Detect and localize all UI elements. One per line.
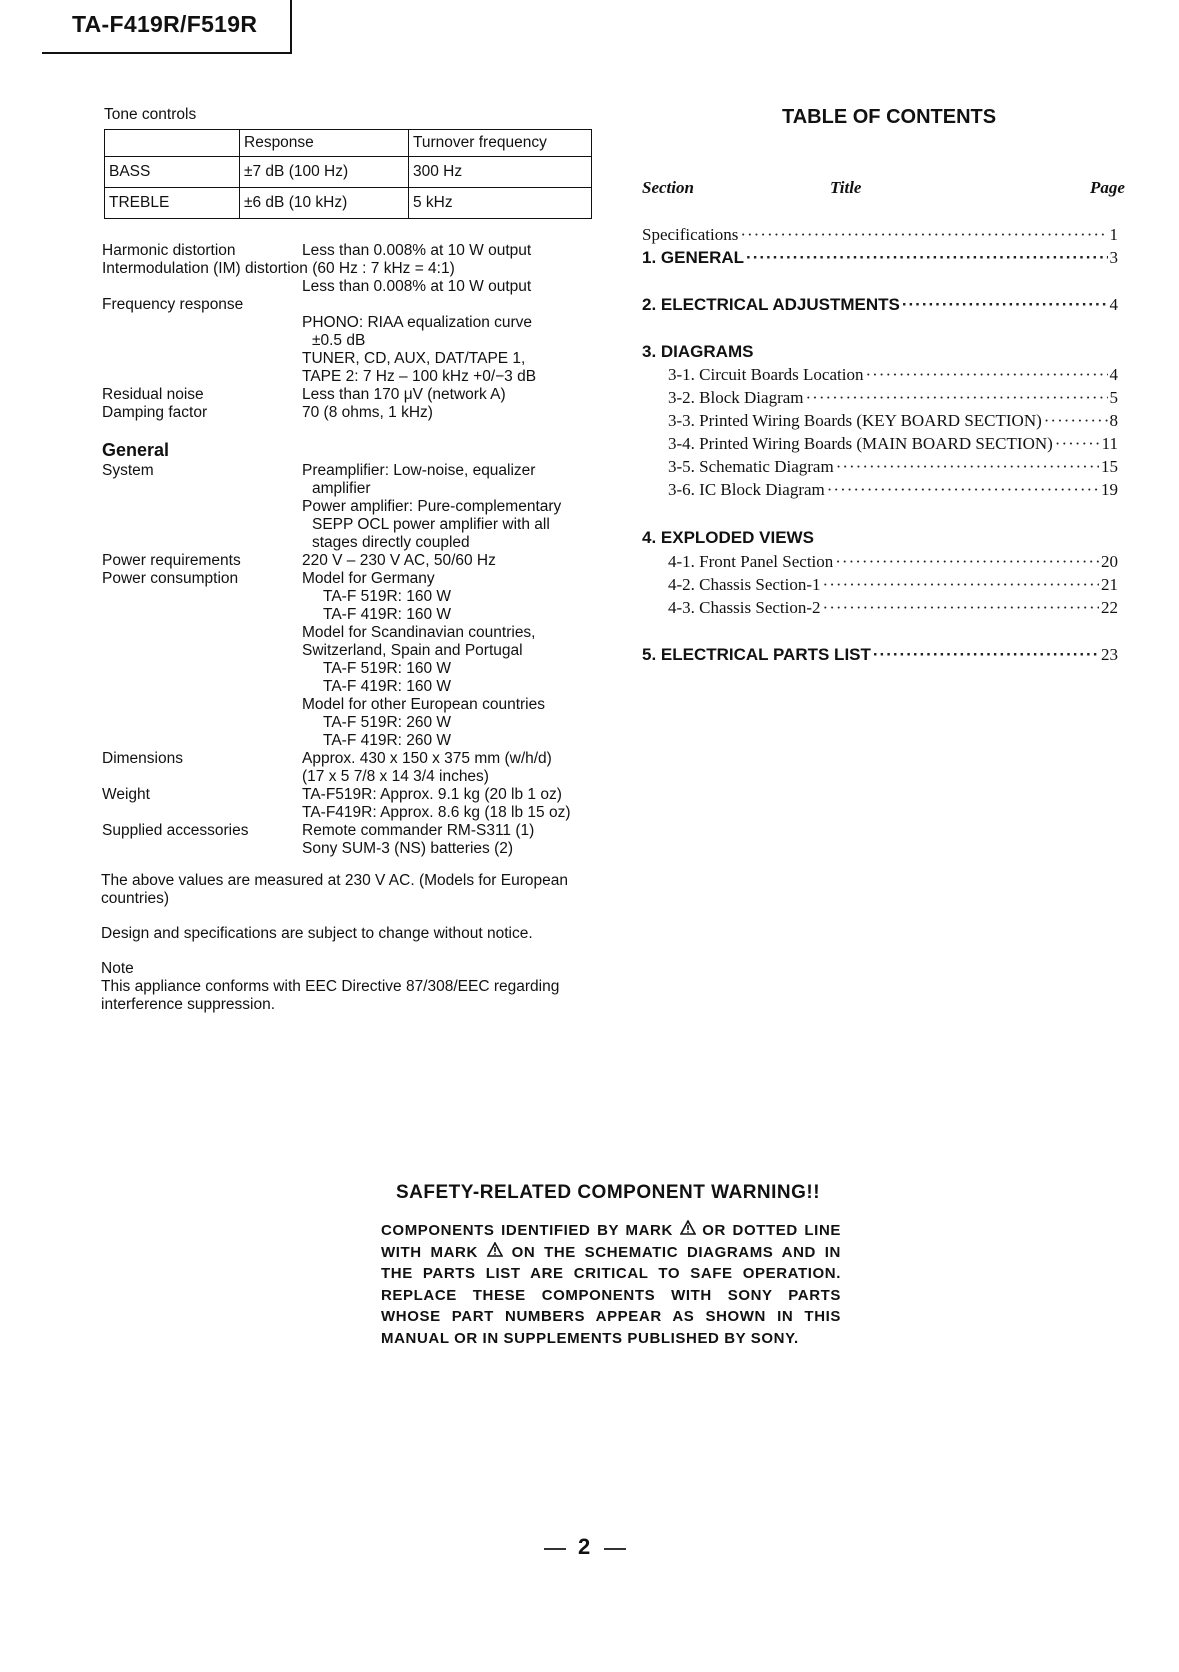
safety-warning-body — [381, 1220, 841, 1349]
power-cons-label: Power consumption — [102, 570, 239, 587]
toc-leader — [827, 480, 1099, 500]
toc-leader — [836, 457, 1099, 477]
system-line: amplifier — [312, 480, 371, 497]
toc-entry-title: 3-1. Circuit Boards Location — [668, 365, 864, 384]
table-cell: BASS — [105, 157, 240, 188]
toc-entry-title: 2. ELECTRICAL ADJUSTMENTS — [642, 295, 900, 314]
toc-entry-parts-list[interactable] — [642, 645, 1118, 665]
toc-leader — [806, 388, 1108, 408]
toc-entry-exploded[interactable] — [668, 598, 1118, 618]
toc-section-header: Section — [642, 178, 694, 197]
general-heading: General — [102, 440, 170, 460]
power-cons-line: Model for Germany — [302, 570, 435, 587]
toc-entry-diagram[interactable] — [668, 411, 1118, 431]
power-cons-line: TA-F 519R: 160 W — [323, 660, 452, 677]
toc-title-header: Title — [830, 178, 862, 197]
toc-entry-title: Specifications — [642, 225, 739, 244]
freq-line: PHONO: RIAA equalization curve — [302, 314, 533, 331]
toc-entry-title: 3-4. Printed Wiring Boards (MAIN BOARD SECTION) — [668, 434, 1053, 453]
system-label: System — [102, 462, 154, 479]
toc-entry-page: 22 — [1101, 598, 1118, 617]
toc-entry-title: 1. GENERAL — [642, 248, 745, 267]
table-header-cell: Response — [240, 130, 409, 157]
residual-value: Less than 170 μV (network A) — [302, 386, 506, 403]
toc-leader — [746, 248, 1107, 268]
toc-entry-diagram[interactable] — [668, 457, 1118, 477]
toc-entry-specifications[interactable] — [642, 225, 1118, 245]
system-line: SEPP OCL power amplifier with all — [312, 516, 550, 533]
system-line: Preamplifier: Low-noise, equalizer — [302, 462, 536, 479]
weight-line: TA-F419R: Approx. 8.6 kg (18 lb 15 oz) — [302, 804, 571, 821]
page-number: 2 — [578, 1534, 591, 1559]
warning-triangle-icon — [487, 1242, 503, 1264]
table-row — [105, 157, 592, 188]
power-cons-line: TA-F 519R: 260 W — [323, 714, 452, 731]
toc-entry-title: 4-3. Chassis Section-2 — [668, 598, 821, 617]
dimensions-line: (17 x 5 7/8 x 14 3/4 inches) — [302, 768, 489, 785]
safety-warning-title: SAFETY-RELATED COMPONENT WARNING!! — [396, 1182, 821, 1203]
im-label: Intermodulation (IM) distortion (60 Hz : 7 kHz = 4:1) — [102, 260, 455, 277]
toc-exploded-heading: 4. EXPLODED VIEWS — [642, 528, 814, 547]
power-req-value: 220 V – 230 V AC, 50/60 Hz — [302, 552, 496, 569]
design-note: Design and specifications are subject to change without notice. — [101, 925, 533, 942]
table-cell: ±7 dB (100 Hz) — [240, 157, 409, 188]
toc-entry-page: 8 — [1109, 411, 1118, 430]
toc-entry-page: 4 — [1109, 295, 1118, 314]
page-number-dash — [544, 1548, 566, 1550]
toc-leader — [835, 552, 1099, 572]
freq-line: TUNER, CD, AUX, DAT/TAPE 1, — [302, 350, 526, 367]
im-value: Less than 0.008% at 10 W output — [302, 278, 532, 295]
toc-entry-exploded[interactable] — [668, 552, 1118, 572]
freq-line: TAPE 2: 7 Hz – 100 kHz +0/−3 dB — [302, 368, 537, 385]
toc-entry-page: 3 — [1109, 248, 1118, 267]
power-cons-line: Switzerland, Spain and Portugal — [302, 642, 523, 659]
weight-line: TA-F519R: Approx. 9.1 kg (20 lb 1 oz) — [302, 786, 562, 803]
tone-controls-table — [104, 129, 592, 219]
system-line: Power amplifier: Pure-complementary — [302, 498, 562, 515]
toc-entry-diagram[interactable] — [668, 480, 1118, 500]
table-cell: TREBLE — [105, 188, 240, 219]
toc-leader — [873, 645, 1099, 665]
toc-entry-diagram[interactable] — [668, 388, 1118, 408]
toc-entry-page: 4 — [1109, 365, 1118, 384]
accessories-line: Remote commander RM-S311 (1) — [302, 822, 535, 839]
power-cons-line: TA-F 419R: 160 W — [323, 606, 452, 623]
warning-triangle-icon — [680, 1220, 696, 1242]
accessories-line: Sony SUM-3 (NS) batteries (2) — [302, 840, 514, 857]
toc-leader — [902, 295, 1108, 315]
table-cell: ±6 dB (10 kHz) — [240, 188, 409, 219]
toc-entry-page: 5 — [1109, 388, 1118, 407]
toc-entry-page: 15 — [1101, 457, 1118, 476]
table-cell: 5 kHz — [409, 188, 592, 219]
toc-entry-page: 19 — [1101, 480, 1118, 499]
warning-text: OR DOTTED LINE WITH MARK — [381, 1222, 841, 1261]
toc-entry-page: 21 — [1101, 575, 1118, 594]
toc-entry-page: 11 — [1101, 434, 1118, 453]
warning-text: COMPONENTS IDENTIFIED BY MARK — [381, 1222, 673, 1239]
power-cons-line: Model for other European countries — [302, 696, 545, 713]
toc-entry-title: 4-1. Front Panel Section — [668, 552, 834, 571]
system-line: stages directly coupled — [312, 534, 470, 551]
warning-text: ON THE SCHEMATIC DIAGRAMS AND IN THE PARTS LIST ARE CRITICAL TO SAFE OPERATION. REPLACE THESE COMPONENTS WITH SONY PARTS WHOSE PART NUMBERS APPEAR AS SHOWN IN THIS MANUAL OR IN SUPPLEMENTS PUBLISHED BY SONY. — [381, 1243, 841, 1347]
table-row — [105, 188, 592, 219]
toc-entry-exploded[interactable] — [668, 575, 1118, 595]
toc-entry-diagram[interactable] — [668, 365, 1118, 385]
table-header-cell: Turnover frequency — [409, 130, 592, 157]
harmonic-value: Less than 0.008% at 10 W output — [302, 242, 532, 259]
harmonic-label: Harmonic distortion — [102, 242, 236, 259]
accessories-label: Supplied accessories — [102, 822, 249, 839]
toc-entry-title: 4-2. Chassis Section-1 — [668, 575, 821, 594]
power-cons-line: TA-F 419R: 160 W — [323, 678, 452, 695]
dimensions-label: Dimensions — [102, 750, 183, 767]
toc-leader — [1055, 434, 1100, 454]
power-cons-line: Model for Scandinavian countries, — [302, 624, 536, 641]
page-number-dash — [604, 1548, 626, 1550]
power-cons-line: TA-F 419R: 260 W — [323, 732, 452, 749]
toc-leader — [740, 225, 1107, 245]
residual-label: Residual noise — [102, 386, 204, 403]
toc-entry-title: 5. ELECTRICAL PARTS LIST — [642, 645, 871, 664]
freq-label: Frequency response — [102, 296, 244, 313]
toc-leader — [1044, 411, 1108, 431]
measured-note: The above values are measured at 230 V AC. (Models for European countries) — [101, 872, 568, 907]
toc-entry-title: 3-5. Schematic Diagram — [668, 457, 834, 476]
damping-value: 70 (8 ohms, 1 kHz) — [302, 404, 433, 421]
toc-entry-title: 3-6. IC Block Diagram — [668, 480, 825, 499]
toc-page-header: Page — [1090, 178, 1125, 197]
toc-leader — [865, 365, 1107, 385]
note-label: Note — [101, 960, 134, 977]
toc-entry-diagram[interactable] — [668, 434, 1118, 454]
toc-leader — [823, 575, 1099, 595]
weight-label: Weight — [102, 786, 150, 803]
toc-entry-general[interactable] — [642, 248, 1118, 268]
power-req-label: Power requirements — [102, 552, 241, 569]
damping-label: Damping factor — [102, 404, 208, 421]
toc-diagrams-heading: 3. DIAGRAMS — [642, 342, 754, 361]
tone-controls-label: Tone controls — [104, 106, 197, 123]
toc-leader — [823, 598, 1099, 618]
power-cons-line: TA-F 519R: 160 W — [323, 588, 452, 605]
freq-line: ±0.5 dB — [312, 332, 366, 349]
toc-entry-title: 3-3. Printed Wiring Boards (KEY BOARD SECTION) — [668, 411, 1042, 430]
model-title: TA-F419R/F519R — [72, 11, 258, 37]
toc-entry-page: 20 — [1101, 552, 1118, 571]
toc-entry-page: 1 — [1109, 225, 1118, 244]
toc-entry-electrical[interactable] — [642, 295, 1118, 315]
toc-entry-page: 23 — [1101, 645, 1118, 664]
table-cell: 300 Hz — [409, 157, 592, 188]
eec-note: This appliance conforms with EEC Directive 87/308/EEC regarding interference suppression. — [101, 978, 560, 1013]
dimensions-line: Approx. 430 x 150 x 375 mm (w/h/d) — [302, 750, 552, 767]
table-header-cell — [105, 130, 240, 157]
table-header-row — [105, 130, 592, 157]
toc-entry-title: 3-2. Block Diagram — [668, 388, 804, 407]
toc-title: TABLE OF CONTENTS — [782, 106, 997, 128]
